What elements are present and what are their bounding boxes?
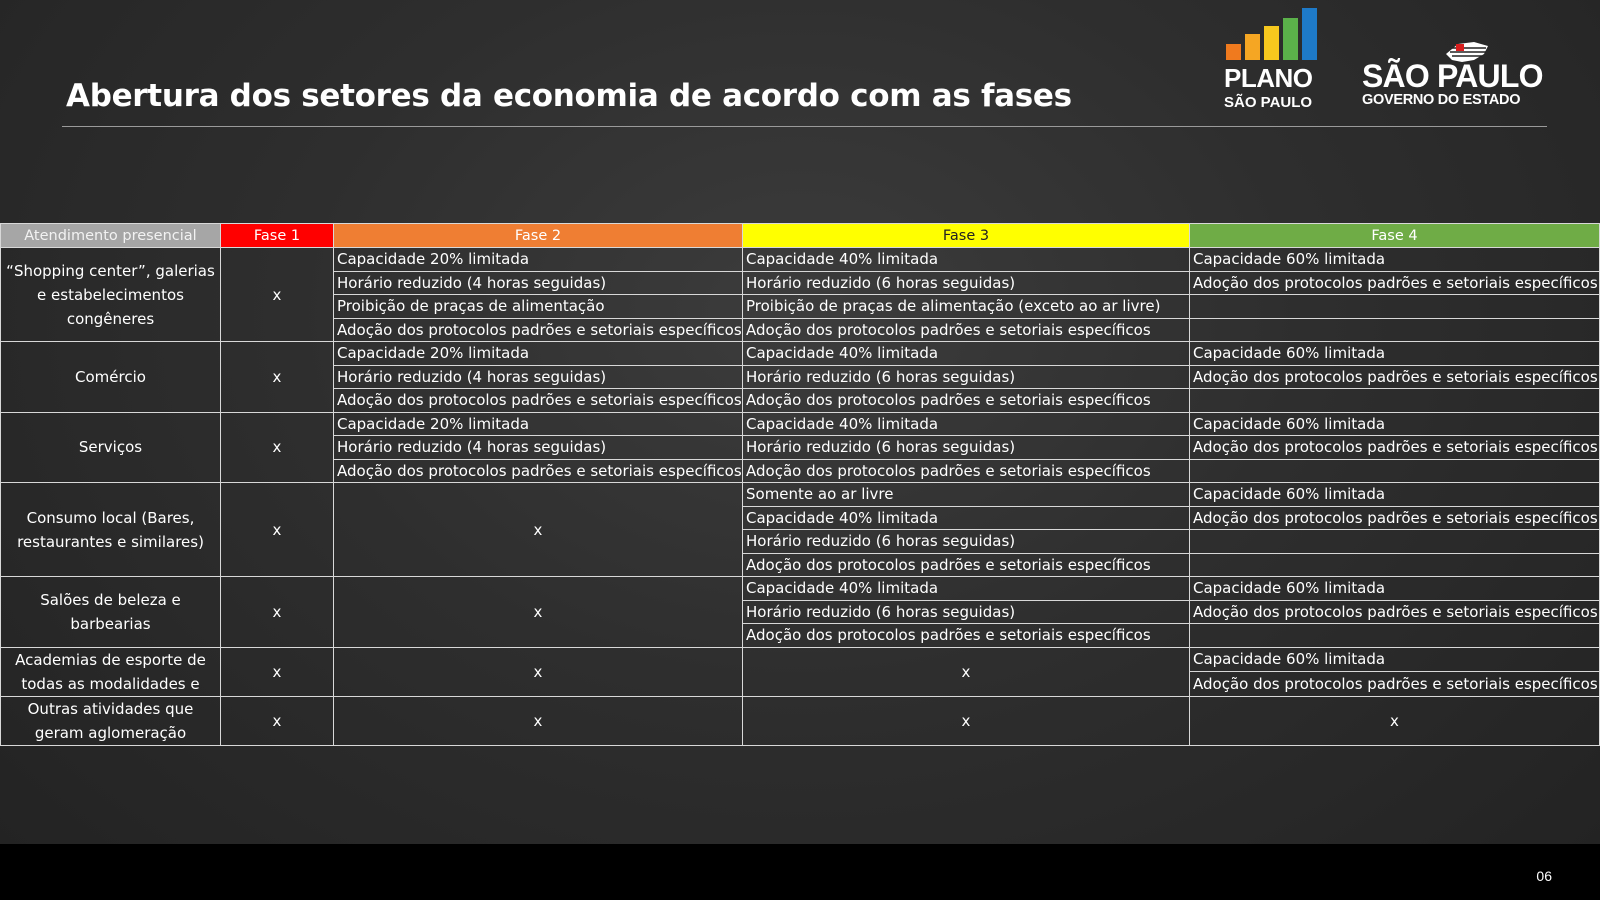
fase4-cell (1190, 318, 1600, 342)
fase4-cell: Adoção dos protocolos padrões e setoriais específicos (1190, 506, 1600, 530)
fase2-mark: x (334, 577, 743, 648)
header-atendimento: Atendimento presencial (1, 224, 221, 248)
fase4-cell (1190, 530, 1600, 554)
fase4-cell (1190, 459, 1600, 483)
table-row (1, 248, 1600, 272)
fase2-cell: Capacidade 20% limitada (334, 412, 743, 436)
header-fase-1: Fase 1 (221, 224, 334, 248)
fase4-cell (1190, 624, 1600, 648)
page-number: 06 (1536, 868, 1552, 884)
fase4-cell: Adoção dos protocolos padrões e setoriais específicos (1190, 436, 1600, 460)
fase4-cell: Capacidade 60% limitada (1190, 412, 1600, 436)
fase2-cell: Adoção dos protocolos padrões e setoriais específicos (334, 389, 743, 413)
sector-cell: “Shopping center”, galerias e estabelecimentos congêneres (1, 248, 221, 342)
table-row (1, 412, 1600, 436)
fase3-cell: Horário reduzido (6 horas seguidas) (743, 271, 1190, 295)
fase1-mark: x (221, 483, 334, 577)
fase4-cell: Capacidade 60% limitada (1190, 577, 1600, 601)
fase2-cell: Capacidade 20% limitada (334, 342, 743, 366)
governo-sp-logo (1362, 40, 1552, 110)
fase1-mark: x (221, 248, 334, 342)
fase2-mark: x (334, 647, 743, 696)
table-row (1, 483, 1600, 507)
fase3-cell: Adoção dos protocolos padrões e setoriais específicos (743, 389, 1190, 413)
fase2-cell: Capacidade 20% limitada (334, 248, 743, 272)
table-row (1, 647, 1600, 672)
fase1-mark: x (221, 412, 334, 483)
fase2-cell: Horário reduzido (4 horas seguidas) (334, 436, 743, 460)
sector-cell: Consumo local (Bares, restaurantes e similares) (1, 483, 221, 577)
page-title: Abertura dos setores da economia de acordo com as fases (66, 78, 1072, 114)
fase4-cell (1190, 389, 1600, 413)
header-fase-2: Fase 2 (334, 224, 743, 248)
phases-table (0, 223, 1600, 746)
fase3-cell: Capacidade 40% limitada (743, 248, 1190, 272)
header-fase-4: Fase 4 (1190, 224, 1600, 248)
sp-logo-line2: GOVERNO DO ESTADO (1362, 92, 1521, 108)
fase1-mark: x (221, 696, 334, 745)
fase4-cell: Adoção dos protocolos padrões e setoriais específicos (1190, 600, 1600, 624)
fase2-cell: Horário reduzido (4 horas seguidas) (334, 271, 743, 295)
sector-cell: Salões de beleza e barbearias (1, 577, 221, 648)
logo-bar (1283, 18, 1298, 60)
logo-bar (1226, 44, 1241, 60)
logo-bar (1302, 8, 1317, 60)
fase1-mark: x (221, 577, 334, 648)
fase4-cell: Adoção dos protocolos padrões e setoriais específicos (1190, 271, 1600, 295)
fase3-cell: Capacidade 40% limitada (743, 506, 1190, 530)
fase3-cell: Adoção dos protocolos padrões e setoriais específicos (743, 318, 1190, 342)
fase3-cell: Proibição de praças de alimentação (exceto ao ar livre) (743, 295, 1190, 319)
fase4-cell (1190, 553, 1600, 577)
table-header-row (1, 224, 1600, 248)
table-row (1, 577, 1600, 601)
sp-logo-line1: SÃO PAULO (1362, 58, 1543, 94)
bar-chart-icon (1226, 8, 1324, 60)
sector-cell: Academias de esporte de todas as modalidades e (1, 647, 221, 696)
table-row (1, 342, 1600, 366)
fase3-cell: Somente ao ar livre (743, 483, 1190, 507)
fase2-cell: Horário reduzido (4 horas seguidas) (334, 365, 743, 389)
fase2-mark: x (334, 483, 743, 577)
fase4-mark: x (1190, 696, 1600, 745)
fase1-mark: x (221, 647, 334, 696)
plano-logo-line1: PLANO (1224, 63, 1313, 93)
fase2-cell: Adoção dos protocolos padrões e setoriais específicos (334, 318, 743, 342)
fase3-cell: Adoção dos protocolos padrões e setoriais específicos (743, 624, 1190, 648)
sector-cell: Serviços (1, 412, 221, 483)
fase4-cell: Capacidade 60% limitada (1190, 647, 1600, 672)
sector-cell: Outras atividades que geram aglomeração (1, 696, 221, 745)
fase4-cell: Capacidade 60% limitada (1190, 342, 1600, 366)
fase3-mark: x (743, 696, 1190, 745)
fase3-cell: Horário reduzido (6 horas seguidas) (743, 600, 1190, 624)
fase1-mark: x (221, 342, 334, 413)
fase3-cell: Capacidade 40% limitada (743, 577, 1190, 601)
fase3-cell: Capacidade 40% limitada (743, 412, 1190, 436)
fase2-mark: x (334, 696, 743, 745)
fase3-cell: Horário reduzido (6 horas seguidas) (743, 436, 1190, 460)
logo-bar (1245, 34, 1260, 60)
sector-cell: Comércio (1, 342, 221, 413)
fase3-cell: Adoção dos protocolos padrões e setoriais específicos (743, 553, 1190, 577)
fase2-cell: Adoção dos protocolos padrões e setoriais específicos (334, 459, 743, 483)
fase4-cell (1190, 295, 1600, 319)
title-divider (62, 126, 1547, 127)
plano-sao-paulo-logo (1224, 8, 1328, 111)
fase3-cell: Adoção dos protocolos padrões e setoriais específicos (743, 459, 1190, 483)
fase4-cell: Adoção dos protocolos padrões e setoriais específicos (1190, 365, 1600, 389)
plano-logo-line2: SÃO PAULO (1224, 94, 1313, 111)
fase3-cell: Horário reduzido (6 horas seguidas) (743, 365, 1190, 389)
fase4-cell: Capacidade 60% limitada (1190, 483, 1600, 507)
fase3-cell: Capacidade 40% limitada (743, 342, 1190, 366)
fase2-cell: Proibição de praças de alimentação (334, 295, 743, 319)
header-fase-3: Fase 3 (743, 224, 1190, 248)
fase4-cell: Capacidade 60% limitada (1190, 248, 1600, 272)
footer-bar (0, 844, 1600, 900)
fase3-mark: x (743, 647, 1190, 696)
logo-bar (1264, 26, 1279, 60)
fase4-cell: Adoção dos protocolos padrões e setoriais específicos (1190, 672, 1600, 697)
fase3-cell: Horário reduzido (6 horas seguidas) (743, 530, 1190, 554)
